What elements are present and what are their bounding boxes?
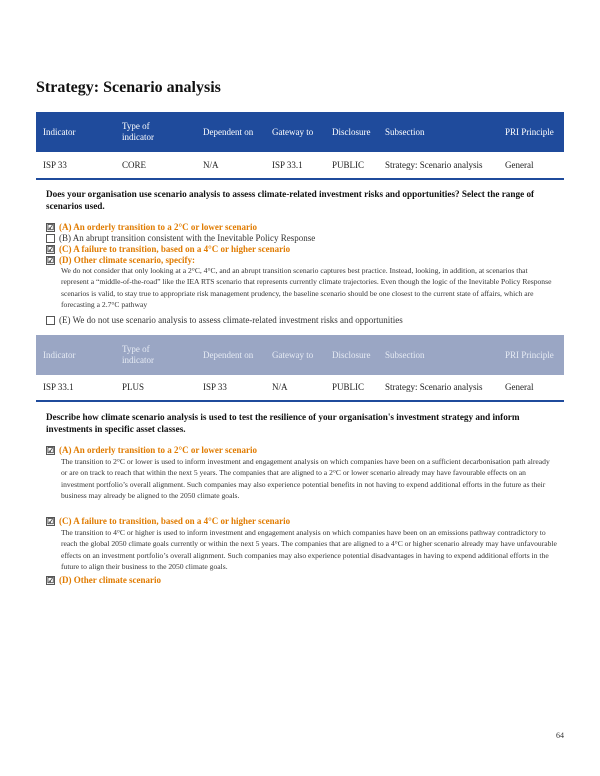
checkbox-checked-icon[interactable]: ☑ bbox=[47, 256, 55, 265]
cell-type: PLUS bbox=[122, 382, 145, 392]
checkbox-checked-icon[interactable]: ☑ bbox=[47, 223, 55, 232]
cell-disclosure: PUBLIC bbox=[332, 160, 365, 170]
checkbox-checked-icon[interactable]: ☑ bbox=[47, 517, 55, 526]
answer-c[interactable] bbox=[46, 516, 290, 527]
cell-subsection: Strategy: Scenario analysis bbox=[385, 160, 483, 170]
checkbox-checked-icon[interactable]: ☑ bbox=[47, 245, 55, 254]
page-title: Strategy: Scenario analysis bbox=[36, 79, 221, 96]
answer-c-text: The transition to 4°C or higher is used to inform investment and engagement analysis on which companies have been on an emissions pathway contradictory to reach the global 2050 climate goals currently or within the next 5 years. The companies that are aligned to a 4°C or higher scenario already may have unfavourable effects on an investment portfolio’s overall alignment. Such companies may also experience potential disadvantages in having to expend additional efforts in the future to align their business to the 2050 climate goals. bbox=[61, 528, 557, 571]
question-2: Describe how climate scenario analysis is used to test the resilience of your organisation's investment strategy and inform investments in specific asset classes. bbox=[46, 412, 520, 434]
question-1: Does your organisation use scenario analysis to assess climate-related investment risks and opportunities? Select the range of scenarios used. bbox=[46, 189, 535, 211]
checkbox-empty-icon[interactable] bbox=[46, 316, 55, 325]
cell-subsection: Strategy: Scenario analysis bbox=[385, 382, 483, 392]
option-label: (E) We do not use scenario analysis to assess climate-related investment risks and opportunities bbox=[59, 315, 403, 325]
cell-pri: General bbox=[505, 382, 534, 392]
option-label: (D) Other climate scenario, specify: bbox=[59, 255, 196, 265]
header-dependent: Dependent on bbox=[203, 126, 254, 137]
answer-a[interactable] bbox=[46, 445, 257, 456]
cell-disclosure: PUBLIC bbox=[332, 382, 365, 392]
answer-d[interactable] bbox=[46, 575, 161, 586]
answer-a-text: The transition to 2°C or lower is used to inform investment and engagement analysis on which companies have been on a sufficient decarbonisation path already or are on track to reach that within the next 5 years. The companies that are aligned to a 2°C or lower scenario already may have favourable effects on an investment portfolio’s overall alignment. Such companies may also experience potential benefits in not having to expend additional efforts in the future as their business may already be aligned to the 2050 climate goals. bbox=[61, 457, 550, 500]
table1-row bbox=[36, 152, 564, 180]
option-label: (B) An abrupt transition consistent with the Inevitable Policy Response bbox=[59, 233, 316, 243]
header-gateway: Gateway to bbox=[272, 126, 314, 137]
table2-row bbox=[36, 374, 564, 402]
option-a[interactable] bbox=[46, 222, 257, 233]
header-subsection: Subsection bbox=[385, 349, 425, 360]
cell-indicator: ISP 33.1 bbox=[43, 382, 74, 392]
checkbox-checked-icon[interactable]: ☑ bbox=[47, 576, 55, 585]
header-type: Type of indicator bbox=[122, 121, 154, 142]
option-b[interactable] bbox=[46, 233, 315, 244]
header-pri: PRI Principle bbox=[505, 126, 554, 137]
table2-header bbox=[36, 335, 564, 375]
answer-label: (A) An orderly transition to a 2°C or lower scenario bbox=[59, 445, 257, 455]
cell-gateway: N/A bbox=[272, 382, 288, 392]
header-disclosure: Disclosure bbox=[332, 126, 371, 137]
checkbox-checked-icon[interactable]: ☑ bbox=[47, 446, 55, 455]
option-d-text: We do not consider that only looking at a 2°C, 4°C, and an abrupt transition scenario captures best practice. Instead, looking, in addition, at scenarios that represent a “middle-of-the-road” like the IEA RTS scenario that represents currently climate trajectories. Even though the logic of the Inevitable Policy Response scenarios is valid, to stay true to appropriate risk management prudency, the baseline scenario should be one closest to the current state of affairs, which are forecasting a 2.7°C pathway bbox=[61, 266, 552, 309]
header-disclosure: Disclosure bbox=[332, 349, 371, 360]
header-indicator: Indicator bbox=[43, 126, 76, 137]
header-subsection: Subsection bbox=[385, 126, 425, 137]
header-gateway: Gateway to bbox=[272, 349, 314, 360]
cell-type: CORE bbox=[122, 160, 147, 170]
answer-label: (D) Other climate scenario bbox=[59, 575, 162, 585]
header-type: Type of indicator bbox=[122, 344, 154, 365]
checkbox-empty-icon[interactable] bbox=[46, 234, 55, 243]
cell-pri: General bbox=[505, 160, 534, 170]
option-e[interactable] bbox=[46, 315, 403, 326]
header-pri: PRI Principle bbox=[505, 349, 554, 360]
option-label: (A) An orderly transition to a 2°C or lower scenario bbox=[59, 222, 257, 232]
page-number: 64 bbox=[556, 731, 564, 740]
cell-dependent: ISP 33 bbox=[203, 382, 227, 392]
table1-header bbox=[36, 112, 564, 152]
answer-label: (C) A failure to transition, based on a 4°C or higher scenario bbox=[59, 516, 291, 526]
cell-indicator: ISP 33 bbox=[43, 160, 67, 170]
header-dependent: Dependent on bbox=[203, 349, 254, 360]
option-label: (C) A failure to transition, based on a 4°C or higher scenario bbox=[59, 244, 291, 254]
option-c[interactable] bbox=[46, 244, 290, 255]
header-indicator: Indicator bbox=[43, 349, 76, 360]
cell-dependent: N/A bbox=[203, 160, 219, 170]
cell-gateway: ISP 33.1 bbox=[272, 160, 303, 170]
